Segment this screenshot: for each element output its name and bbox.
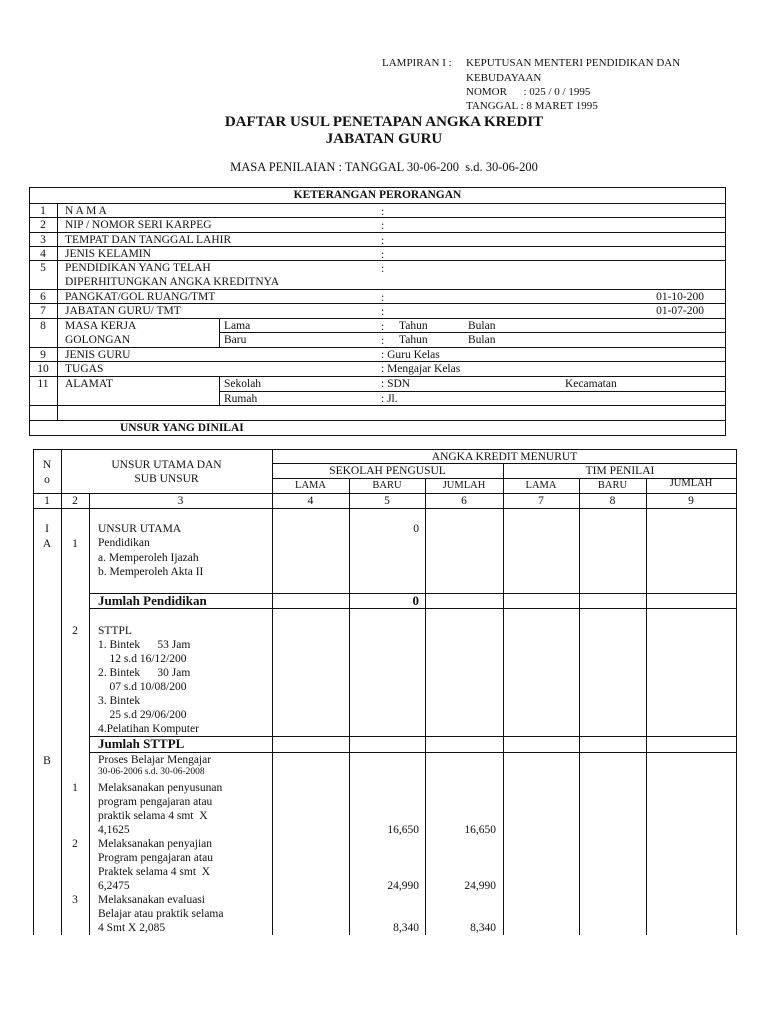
lampiran-nomor: NOMOR : 025 / 0 / 1995: [466, 86, 591, 98]
item-line: b. Memperoleh Akta II: [98, 566, 204, 578]
masa-kerja-lama: Lama: [224, 320, 251, 332]
header-jumlah: JUMLAH: [669, 478, 713, 489]
alamat-rumah-value: : Jl.: [381, 393, 398, 405]
row-no: 1: [40, 205, 46, 217]
item-line: Melaksanakan penyajian: [98, 838, 212, 850]
header-no: N: [42, 459, 52, 471]
item-num: 1: [72, 782, 78, 794]
header-jumlah: JUMLAH: [442, 480, 486, 491]
header-no: o: [44, 474, 50, 486]
pbm-period: 30-06-2006 s.d. 30-06-2008: [98, 767, 205, 777]
item-line: 3. Bintek: [98, 695, 141, 707]
item-line: 25 s.d 29/06/200: [98, 709, 187, 721]
masa-kerja-baru: Baru: [224, 334, 247, 346]
col-num: 1: [44, 495, 50, 507]
header-angka-kredit: ANGKA KREDIT MENURUT: [431, 451, 578, 463]
row-label: JENIS GURU: [65, 349, 131, 361]
row-no: 7: [40, 305, 46, 317]
header-sekolah: SEKOLAH PENGUSUL: [329, 465, 446, 477]
masa-penilaian: MASA PENILAIAN : TANGGAL 30-06-200 s.d. 30-06-200: [230, 160, 538, 174]
row-label: PENDIDIKAN YANG TELAH: [65, 262, 211, 274]
row-no: 6: [40, 291, 46, 303]
item-baru: 24,990: [387, 880, 419, 892]
item-line: 2. Bintek 30 Jam: [98, 667, 191, 679]
section-letter: A: [42, 538, 52, 550]
alamat-sekolah-value: : SDN: [381, 378, 411, 390]
item-line: 4.Pelatihan Komputer: [98, 723, 199, 735]
header-unsur: SUB UNSUR: [134, 473, 199, 485]
row-colon: :: [381, 249, 385, 261]
section-letter: B: [43, 755, 51, 767]
alamat-sekolah-label: Sekolah: [224, 378, 262, 390]
row-no: 4: [40, 248, 46, 260]
row-label-2: DIPERHITUNGKAN ANGKA KREDITNYA: [65, 276, 280, 288]
bulan-label: Bulan: [468, 320, 496, 332]
row-colon: :: [381, 220, 385, 232]
item-num: 3: [72, 894, 78, 906]
row-no: 3: [40, 234, 46, 246]
item-line: Pendidikan: [98, 537, 150, 549]
row-colon: :: [381, 292, 385, 304]
item-line: Melaksanakan evaluasi: [98, 894, 205, 906]
bulan-label: Bulan: [468, 334, 496, 346]
row-label: JABATAN GURU/ TMT: [65, 305, 181, 317]
row-no: 2: [40, 219, 46, 231]
tugas-value: : Mengajar Kelas: [381, 363, 461, 375]
header-lama: LAMA: [525, 480, 557, 491]
row-label: ALAMAT: [65, 378, 113, 390]
row-colon: :: [381, 263, 385, 275]
row-colon: :: [381, 235, 385, 247]
item-num: 2: [72, 838, 78, 850]
item-line: Belajar atau praktik selama: [98, 908, 224, 920]
row-label: NIP / NOMOR SERI KARPEG: [65, 219, 212, 231]
item-jumlah: 24,990: [464, 880, 496, 892]
row-label: PANGKAT/GOL RUANG/TMT: [65, 291, 216, 303]
item-line: 1. Bintek 53 Jam: [98, 639, 191, 651]
item-line: praktik selama 4 smt X: [98, 810, 208, 822]
jumlah-pendidikan-value: 0: [412, 593, 419, 608]
row-no: 11: [37, 378, 49, 390]
item-num: 1: [72, 538, 78, 550]
col-num: 4: [307, 495, 314, 507]
tahun-label: Tahun: [399, 334, 428, 346]
col-num: 2: [72, 495, 78, 507]
row-no: 8: [40, 320, 46, 332]
header-tim: TIM PENILAI: [585, 465, 655, 477]
kecamatan-label: Kecamatan: [565, 378, 617, 390]
item-line: Melaksanakan penyusunan: [98, 782, 223, 794]
item-baru: 16,650: [387, 824, 419, 836]
col-num: 8: [609, 495, 616, 507]
row-label: N A M A: [65, 205, 107, 217]
col-num: 5: [384, 495, 390, 507]
item-line: a. Memperoleh Ijazah: [98, 552, 199, 564]
row-label: JENIS KELAMIN: [65, 248, 151, 260]
item-line: 4,1625: [98, 824, 130, 836]
section-roman: I: [45, 523, 49, 535]
personal-header: KETERANGAN PERORANGAN: [293, 189, 462, 201]
jumlah-sttpl-label: Jumlah STTPL: [98, 736, 185, 751]
item-line: Praktek selama 4 smt X: [98, 866, 211, 878]
item-line: 12 s.d 16/12/200: [98, 653, 187, 665]
lampiran-line1: KEPUTUSAN MENTERI PENDIDIKAN DAN: [466, 57, 681, 69]
pendidikan-baru: 0: [413, 523, 419, 535]
item-line: program pengajaran atau: [98, 796, 213, 808]
jenis-guru-value: : Guru Kelas: [381, 349, 440, 361]
item-line: UNSUR UTAMA: [98, 523, 182, 535]
item-jumlah: 8,340: [470, 922, 496, 934]
item-baru: 8,340: [393, 922, 419, 934]
page-title: DAFTAR USUL PENETAPAN ANGKA KREDIT: [224, 114, 544, 130]
col-num: 3: [177, 495, 184, 507]
row-label: MASA KERJA: [65, 320, 137, 332]
page-subtitle: JABATAN GURU: [325, 131, 443, 147]
header-baru: BARU: [372, 480, 402, 491]
tahun-label: Tahun: [399, 320, 428, 332]
row-no: 5: [40, 262, 46, 274]
lampiran-line2: KEBUDAYAAN: [466, 72, 542, 84]
row-label-2: GOLONGAN: [65, 334, 131, 346]
lampiran-tanggal: TANGGAL : 8 MARET 1995: [466, 100, 598, 112]
header-lama: LAMA: [295, 480, 326, 491]
item-line: 6,2475: [98, 880, 130, 892]
row-no: 9: [40, 349, 46, 361]
jumlah-pendidikan-label: Jumlah Pendidikan: [98, 593, 207, 608]
item-line: Program pengajaran atau: [98, 852, 213, 864]
item-jumlah: 16,650: [464, 824, 496, 836]
row-label: TEMPAT DAN TANGGAL LAHIR: [65, 234, 232, 246]
item-num: 2: [72, 625, 78, 637]
row-colon: :: [381, 306, 385, 318]
jabatan-tmt: 01-07-200: [656, 305, 704, 317]
alamat-rumah-label: Rumah: [224, 393, 258, 405]
row-no: 10: [37, 363, 49, 375]
item-line: 4 Smt X 2,085: [98, 922, 166, 934]
header-baru: BARU: [597, 480, 628, 491]
row-colon: :: [381, 335, 385, 347]
col-num: 6: [461, 495, 467, 507]
row-label: TUGAS: [65, 363, 104, 375]
lampiran-label: LAMPIRAN I :: [382, 57, 452, 69]
unsur-dinilai-label: UNSUR YANG DINILAI: [120, 422, 244, 434]
row-colon: :: [381, 206, 385, 218]
col-num: 9: [688, 495, 694, 507]
pbm-title: Proses Belajar Mengajar: [98, 754, 212, 766]
item-line: STTPL: [98, 625, 132, 637]
row-colon: :: [381, 321, 385, 333]
header-unsur: UNSUR UTAMA DAN: [111, 459, 222, 471]
item-line: 07 s.d 10/08/200: [98, 681, 187, 693]
pangkat-tmt: 01-10-200: [656, 291, 704, 303]
col-num: 7: [538, 495, 544, 507]
